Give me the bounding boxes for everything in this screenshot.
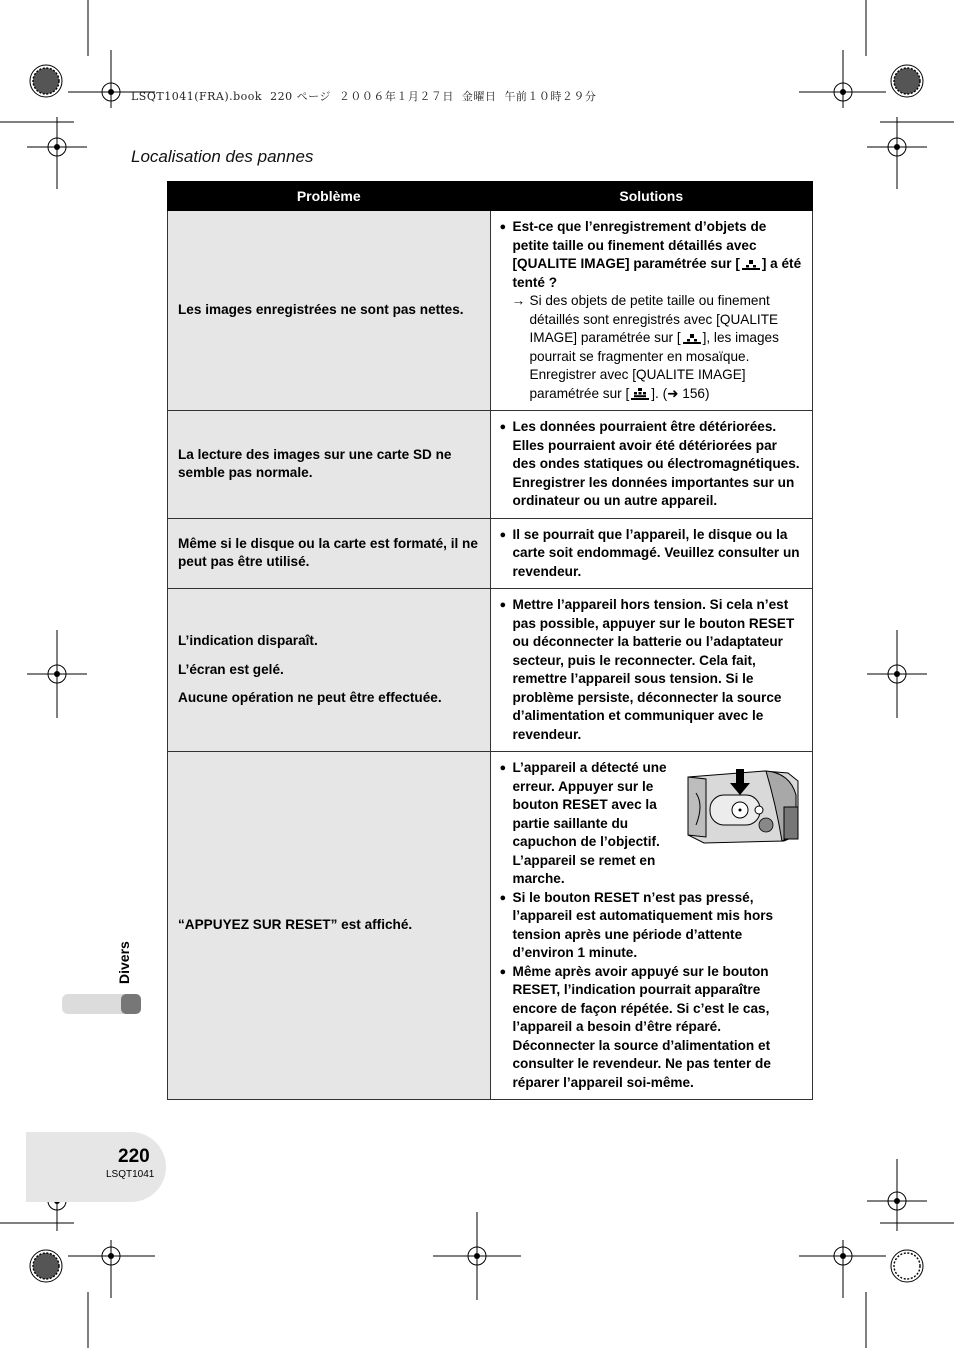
bullet-icon: ● (499, 891, 507, 904)
quality-fine-icon (630, 387, 650, 401)
problem-text: Les images enregistrées ne sont pas nettes. (178, 302, 464, 318)
solution-item (500, 526, 803, 582)
solution-answer (500, 292, 803, 403)
quality-icon (682, 332, 702, 345)
answer-text: ], les images pourrait se fragmenter en mosaïque. Enregistrer avec [QUALITE IMAGE] paramétrée sur [ (529, 330, 779, 401)
table-row (168, 589, 813, 752)
problem-cell (168, 411, 491, 519)
table-row (168, 752, 813, 1100)
problem-cell (168, 211, 491, 411)
bullet-icon: ● (499, 965, 507, 978)
problem-text: “APPUYEZ SUR RESET” est affiché. (178, 917, 413, 933)
solution-item (500, 596, 803, 744)
solution-item (500, 218, 803, 292)
bullet-icon: ● (499, 221, 507, 233)
problem-text: L’écran est gelé. (178, 661, 284, 677)
solution-text: Si le bouton RESET n’est pas pressé, l’appareil est automatiquement mis hors tension après une période d’attente d’environ 1 minute. (512, 889, 774, 960)
table-row (168, 518, 813, 589)
solution-item (500, 963, 803, 1093)
section-tab-marker (121, 994, 141, 1014)
troubleshooting-table (167, 181, 813, 1100)
solution-cell (490, 411, 813, 519)
problem-cell (168, 518, 491, 589)
section-side-label: Divers (116, 941, 132, 984)
solution-cell (490, 589, 813, 752)
solution-text: Est-ce que l’enregistrement d’objets de petite taille ou finement détaillés avec [QUALITE IMAGE] paramétrée sur [ (512, 219, 767, 271)
solution-text: L’appareil a détecté une erreur. Appuyer sur le bouton RESET avec la partie saillante du capuchon de l’objectif. L’appareil se remet en marche. (512, 760, 667, 886)
solution-cell (490, 518, 813, 589)
bullet-icon: ● (499, 762, 507, 774)
answer-text: ]. (➜ 156) (651, 385, 710, 401)
bullet-icon: ● (499, 599, 507, 611)
solution-text: ] a été tenté ? (512, 256, 802, 290)
column-header-solutions: Solutions (490, 182, 813, 211)
print-metadata: LSQT1041(FRA).book 220 ページ ２００６年１月２７日 金曜日 午前１０時２９分 (131, 90, 597, 103)
quality-icon (741, 258, 761, 271)
solution-item (500, 418, 803, 511)
problem-text: Même si le disque ou la carte est formaté, il ne peut pas être utilisé. (178, 535, 478, 570)
table-row (168, 211, 813, 411)
solution-text: Les données pourraient être détériorées. Elles pourraient avoir été détériorées par des ondes statiques ou électromagnétiques. Enregistrer les données importantes sur un ordinateur ou un autre appareil. (512, 419, 800, 508)
solution-text: Même après avoir appuyé sur le bouton RESET, l’indication pourrait apparaître encore de façon répétée. Si c’est le cas, l’appareil a besoin d’être réparé. Déconnecter la source d’alimentation et consulter le revendeur. Ne pas tenter de réparer l’appareil soi-même. (512, 963, 771, 1090)
table-header-row (168, 182, 813, 211)
problem-text: Aucune opération ne peut être effectuée. (178, 690, 442, 706)
column-header-problem: Problème (168, 182, 491, 211)
problem-cell (168, 752, 491, 1100)
answer-text: Si des objets de petite taille ou finement détaillés sont enregistrés avec [QUALITE IMAGE] paramétrée sur [ (529, 293, 779, 345)
bullet-icon: ● (499, 528, 507, 541)
table-row (168, 411, 813, 519)
document-code: LSQT1041 (106, 1169, 155, 1180)
camcorder-reset-illustration (684, 765, 800, 845)
solution-item (500, 889, 803, 963)
page-number: 220 (118, 1146, 150, 1167)
problem-cell (168, 589, 491, 752)
solution-item (500, 759, 675, 889)
solution-text: Il se pourrait que l’appareil, le disque ou la carte soit endommagé. Veuillez consulter un revendeur. (512, 526, 800, 579)
arrow-icon: → (511, 293, 526, 308)
problem-text: La lecture des images sur une carte SD ne semble pas normale. (178, 446, 452, 481)
section-title: Localisation des pannes (131, 147, 314, 166)
problem-text: L’indication disparaît. (178, 633, 318, 649)
solution-cell (490, 211, 813, 411)
solution-text: Mettre l’appareil hors tension. Si cela n’est pas possible, appuyer sur le bouton RESET ou déconnecter la batterie ou l’adaptateur secteur, puis le reconnecter. Cela fait, remettre l’appareil sous tension. Si le problème persiste, déconnecter la source d’alimentation et communiquer avec le revendeur. (512, 597, 795, 742)
solution-cell (490, 752, 813, 1100)
bullet-icon: ● (499, 421, 507, 433)
